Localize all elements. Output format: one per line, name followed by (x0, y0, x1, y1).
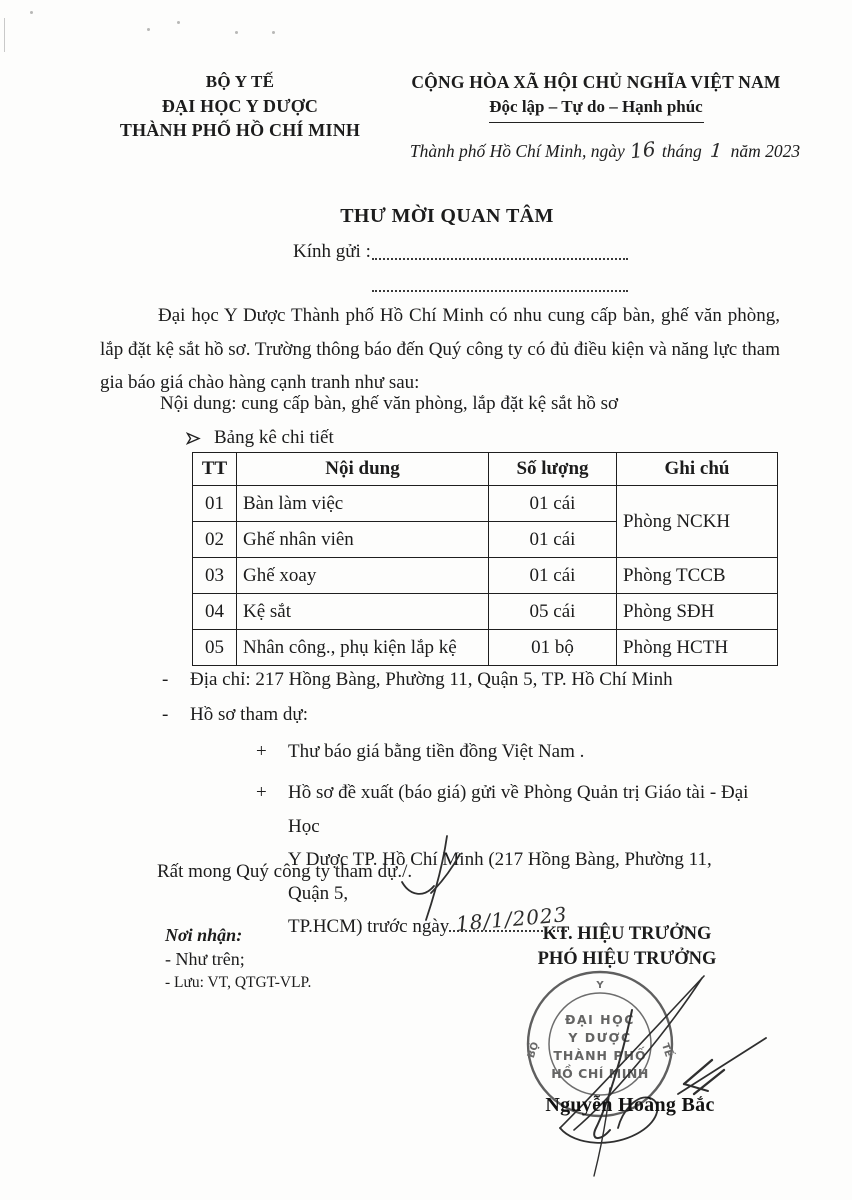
dossier-item (162, 704, 308, 726)
stamp-center-line2: Y DƯỢC (568, 1030, 632, 1045)
national-header-block (396, 72, 796, 123)
submission-line1: Hồ sơ đề xuất (báo giá) gửi về Phòng Quản trị Giáo tài - Đại Học (288, 782, 749, 837)
col-header-tt: TT (193, 453, 237, 486)
arrow-bullet-icon (186, 432, 201, 445)
cell-ghichu: Phòng HCTH (617, 630, 778, 666)
table-row (193, 594, 778, 630)
table-row (193, 558, 778, 594)
quote-currency-text: Thư báo giá bằng tiền đồng Việt Nam . (288, 741, 585, 762)
col-header-noidung: Nội dung (237, 453, 489, 486)
handwritten-month: 1 (709, 139, 724, 163)
cell-tt: 02 (193, 522, 237, 558)
ministry-name: BỘ Y TẾ (205, 72, 275, 91)
signer-title-line2: PHÓ HIỆU TRƯỞNG (537, 949, 717, 969)
national-motto: Độc lập – Tự do – Hạnh phúc (489, 97, 703, 116)
date-middle: tháng (661, 141, 702, 161)
detail-table (192, 452, 778, 666)
stamp-center-line4: HỒ CHÍ MINH (551, 1066, 649, 1081)
stamp-center-line1: ĐẠI HỌC (565, 1012, 635, 1027)
stamp-center-line3: THÀNH PHỐ (553, 1048, 647, 1063)
recipient-dotted-line (372, 254, 628, 260)
date-suffix: năm 2023 (730, 141, 801, 161)
recipients-line1: - Như trên; (165, 949, 245, 969)
cell-tt: 03 (193, 558, 237, 594)
cell-tt: 04 (193, 594, 237, 630)
scan-speck (272, 31, 275, 34)
national-title: CỘNG HÒA XÃ HỘI CHỦ NGHĨA VIỆT NAM (411, 72, 781, 92)
submission-line2: Y Dược TP. Hồ Chí Minh (217 Hồng Bàng, Phường 11, Quận 5, (288, 849, 712, 904)
dash-bullet: - (162, 669, 169, 690)
signer-name: Nguyễn Hoàng Bắc (545, 1094, 715, 1116)
cell-ghichu: Phòng SĐH (617, 594, 778, 630)
cell-noidung: Ghế nhân viên (237, 522, 489, 558)
col-header-ghichu: Ghi chú (617, 453, 778, 486)
recipients-block (165, 925, 311, 992)
handwritten-deadline-date: 18/1/2023 (455, 902, 569, 936)
table-row (193, 630, 778, 666)
cell-soluong: 05 cái (489, 594, 617, 630)
dash-bullet: - (162, 704, 169, 725)
cell-ghichu: Phòng TCCB (617, 558, 778, 594)
document-title: THƯ MỜI QUAN TÂM (340, 205, 554, 227)
table-header-row (193, 453, 778, 486)
handwritten-day: 16 (628, 136, 657, 164)
recipients-line2: - Lưu: VT, QTGT-VLP. (165, 974, 312, 991)
cell-noidung: Ghế xoay (237, 558, 489, 594)
cell-soluong: 01 cái (489, 522, 617, 558)
submission-item (256, 776, 756, 944)
plus-bullet: + (256, 741, 267, 762)
cell-tt: 01 (193, 486, 237, 522)
scan-speck (235, 31, 238, 34)
plus-bullet: + (256, 782, 267, 803)
place-date-line (400, 138, 810, 162)
cell-noidung: Bàn làm việc (237, 486, 489, 522)
signer-title-line1: KT. HIỆU TRƯỞNG (542, 924, 712, 944)
table-row (193, 486, 778, 522)
deadline-prefix: TP.HCM) trước ngày (288, 916, 450, 937)
table-caption: Bảng kê chi tiết (214, 427, 334, 448)
stamp-ring-top-text: Y (596, 980, 604, 991)
col-header-soluong: Số lượng (489, 453, 617, 486)
content-summary-line: Nội dung: cung cấp bàn, ghế văn phòng, lắp đặt kệ sắt hồ sơ (160, 393, 619, 414)
cell-soluong: 01 cái (489, 558, 617, 594)
cell-soluong: 01 bộ (489, 630, 617, 666)
body-paragraph: Đại học Y Dược Thành phố Hồ Chí Minh có nhu cung cấp bàn, ghế văn phòng, lắp đặt kệ sắt hồ sơ. Trường thông báo đến Quý công ty có đủ điều kiện và năng lực tham gia báo giá chào hàng cạnh tranh như sau: (100, 305, 780, 393)
table-caption-line (186, 427, 334, 449)
issuing-org-block (112, 70, 368, 142)
scan-speck (30, 11, 33, 14)
salutation-label: Kính gửi : (293, 241, 371, 262)
scan-speck (177, 21, 180, 24)
date-prefix: Thành phố Hồ Chí Minh, ngày (409, 141, 625, 161)
org-name-line2: THÀNH PHỐ HỒ CHÍ MINH (119, 120, 361, 140)
org-name-line1: ĐẠI HỌC Y DƯỢC (161, 96, 319, 116)
dossier-text: Hồ sơ tham dự: (190, 704, 308, 725)
stamp-ring-right-text: TẾ (659, 1042, 674, 1059)
recipients-label: Nơi nhận: (165, 925, 243, 945)
address-text: Địa chỉ: 217 Hồng Bàng, Phường 11, Quận 5, TP. Hồ Chí Minh (190, 669, 673, 690)
recipient-dotted-line (372, 286, 628, 292)
cell-noidung: Kệ sắt (237, 594, 489, 630)
stamp-ring-left-text: BỘ (525, 1040, 542, 1060)
scan-speck (147, 28, 150, 31)
address-item (162, 669, 673, 691)
cell-noidung: Nhân công., phụ kiện lắp kệ (237, 630, 489, 666)
cell-soluong: 01 cái (489, 486, 617, 522)
cell-ghichu-merged: Phòng NCKH (617, 486, 778, 558)
scan-edge-artifact (4, 18, 5, 52)
motto-underline (489, 122, 704, 123)
cell-tt: 05 (193, 630, 237, 666)
closing-line: Rất mong Quý công ty tham dự./. (157, 861, 413, 882)
quote-currency-item (256, 741, 584, 763)
